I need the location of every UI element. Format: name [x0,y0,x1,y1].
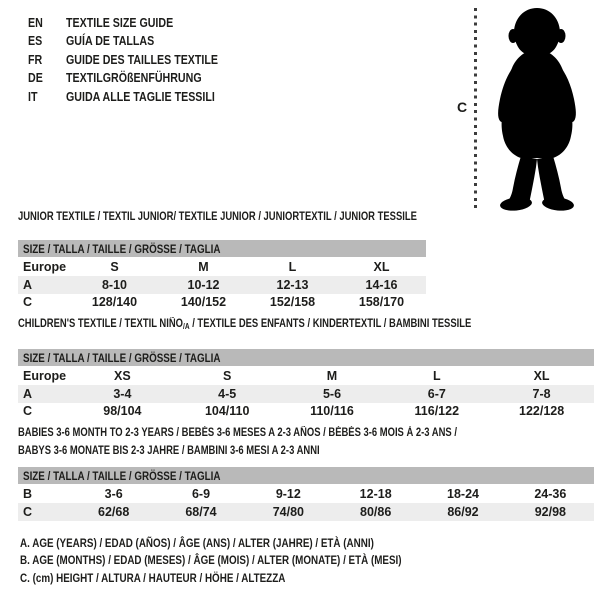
table-cell: L [288,260,297,275]
table-cell: 3-4 [113,386,132,401]
language-label: GUÍA DE TALLAS [66,33,155,49]
table-cell: 86/92 [447,504,479,519]
table-cell: 12-13 [276,277,309,292]
language-list [28,13,251,106]
table-cell: 74/80 [272,504,304,519]
table-cell: 12-18 [359,487,392,502]
height-label-c: C [457,99,468,115]
table-cell: 9-12 [275,487,301,502]
size-table-header: SIZE / TALLA / TAILLE / GRÖSSE / TAGLIA [18,467,594,484]
table-cell: 116/122 [414,404,460,419]
table-row [18,294,426,312]
row-label: C [23,295,33,310]
row-label: Europe [23,369,67,384]
table-cell: 24-36 [534,487,567,502]
baby-silhouette-icon [479,5,595,213]
language-code: DE [28,70,43,86]
legend-note-a: A. AGE (YEARS) / EDAD (AÑOS) / ÂGE (ANS) / ALTER (JAHRE) / ETÀ (ANNI) [20,536,374,550]
table-cell: XS [114,369,131,384]
table-cell: 4-5 [218,386,237,401]
table-cell: M [198,260,209,275]
table-cell: 80/86 [360,504,392,519]
table-cell: 104/110 [204,404,250,419]
size-table-header: SIZE / TALLA / TAILLE / GRÖSSE / TAGLIA [18,349,594,366]
table-cell: 98/104 [103,404,142,419]
table-row [18,403,594,421]
language-row-fr [28,50,251,69]
table-cell: M [326,369,338,384]
table-row [18,503,594,521]
language-label: GUIDA ALLE TAGLIE TESSILI [66,88,215,104]
children-section-title: CHILDREN'S TEXTILE / TEXTIL $NIÑO_{/A}$ / TEXTILE DES ENFANTS / KINDERTEXTIL / BAMBINI TESSILE [18,318,472,331]
table-row [18,276,426,294]
height-dotted-line [474,8,477,212]
language-code: ES [28,33,43,49]
table-cell: 92/98 [534,504,566,519]
table-cell: 128/140 [91,295,138,310]
table-cell: 68/74 [185,504,217,519]
table-cell: 3-6 [104,487,123,502]
row-label: C [23,404,33,419]
babies-section-title: BABIES 3-6 MONTH TO 2-3 YEARS / BEBÉS 3-6 MESES A 2-3 AÑOS / BÉBÉS 3-6 MOIS À 2-3 ANS / BABYS 3-6 MONATE BIS 2-3 JAHRE / BAMBINI 3-6 MESI A 2-3 ANNI [18,427,457,457]
row-label: C [23,504,33,519]
table-row [18,368,594,386]
table-cell: 152/158 [269,295,316,310]
language-row-en [28,13,251,32]
language-label: TEXTILE SIZE GUIDE [66,14,174,30]
legend-note-c: C. (cm) HEIGHT / ALTURA / HAUTEUR / HÖHE / ALTEZZA [20,570,286,585]
language-code: EN [28,14,43,30]
row-label: A [23,277,33,292]
language-row-es [28,32,251,51]
table-cell: S [223,369,232,384]
table-cell: XL [373,260,390,275]
language-row-it [28,87,251,106]
table-cell: 7-8 [532,386,551,401]
legend-notes [20,535,485,587]
table-row [18,486,594,504]
table-cell: 62/68 [98,504,130,519]
junior-section-title: JUNIOR TEXTILE / TEXTIL JUNIOR/ TEXTILE JUNIOR / JUNIORTEXTIL / JUNIOR TESSILE [18,211,417,223]
table-cell: 158/170 [358,295,405,310]
row-label: Europe [23,260,67,275]
table-cell: 8-10 [101,277,128,292]
table-cell: 10-12 [187,277,220,292]
table-cell: 110/116 [310,404,354,419]
table-cell: 5-6 [322,386,342,401]
table-cell: 122/128 [519,404,565,419]
row-label: A [23,386,33,401]
table-cell: S [110,260,119,275]
row-label: B [23,487,33,502]
children-size-table [18,349,594,420]
legend-note-b: B. AGE (MONTHS) / EDAD (MESES) / ÂGE (MOIS) / ALTER (MONATE) / ETÀ (MESI) [20,553,402,568]
size-table-header: SIZE / TALLA / TAILLE / GRÖSSE / TAGLIA [18,240,426,257]
table-cell: XL [533,369,550,384]
table-cell: 14-16 [365,277,398,292]
language-row-de [28,69,251,88]
table-cell: 6-7 [427,386,446,401]
table-row [18,385,594,403]
language-label: TEXTILGRÖßENFÜHRUNG [66,70,202,86]
table-cell: L [432,369,441,384]
table-cell: 140/152 [180,295,227,310]
language-code: FR [28,51,43,67]
babies-size-table [18,467,594,521]
junior-size-table [18,240,426,311]
table-row [18,259,426,277]
table-cell: 18-24 [447,487,479,502]
table-cell: 6-9 [191,487,211,502]
language-label: GUIDE DES TAILLES TEXTILE [66,51,219,67]
language-code: IT [28,88,38,104]
